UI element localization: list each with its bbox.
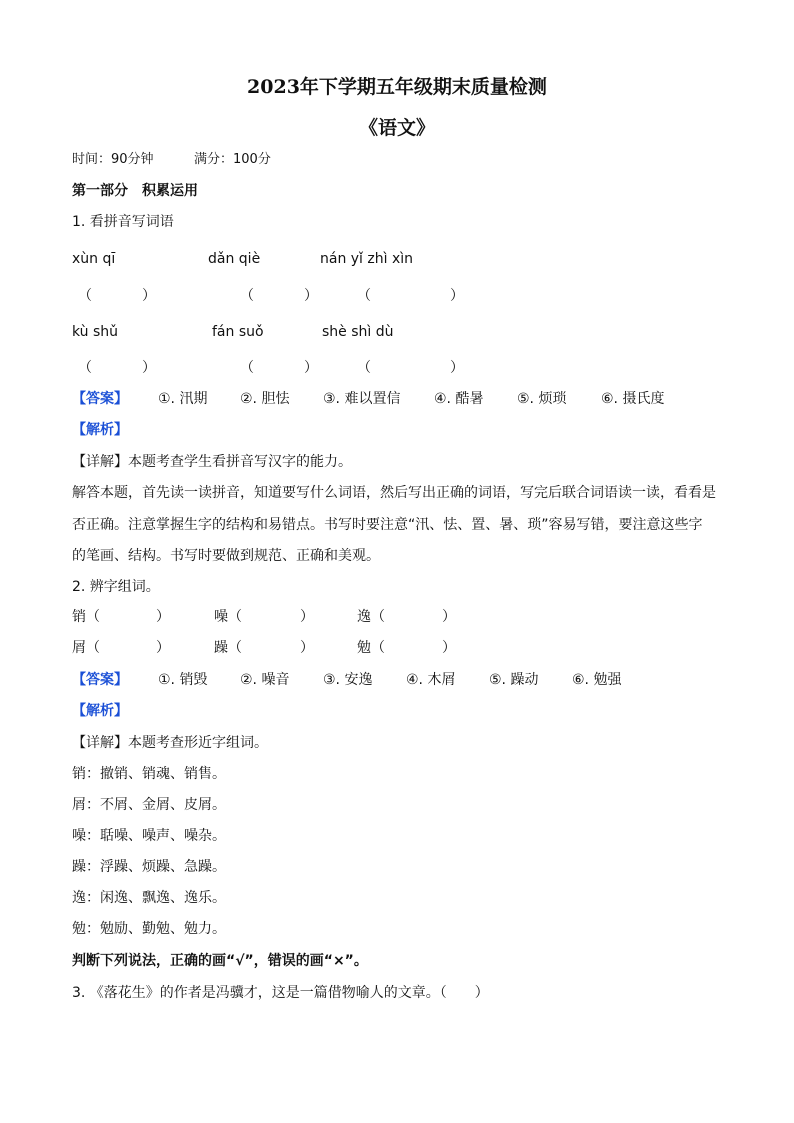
word-group: 逸：闲逸、飘逸、逸乐。 — [72, 890, 226, 906]
blank-close: ） — [142, 360, 156, 376]
word-group: 噪：聒噪、噪声、噪杂。 — [72, 828, 226, 844]
pinyin-4: kù shǔ — [72, 324, 119, 340]
answer-tag: 【答案】 — [72, 672, 128, 688]
blank-open: （ — [357, 288, 371, 304]
answer-item: ⑥. 勉强 — [572, 672, 622, 688]
answer-item: ⑤. 烦琐 — [517, 391, 567, 407]
detail-tag: 【详解】 — [72, 735, 128, 751]
blank-close: ） — [450, 288, 464, 304]
time-limit: 时间：90分钟 — [72, 152, 154, 167]
answer-item: ⑤. 躁动 — [489, 672, 539, 688]
detail-text: 本题考查形近字组词。 — [128, 735, 268, 751]
answer-item: ⑥. 摄氏度 — [601, 391, 665, 407]
blank-open: （ — [240, 288, 254, 304]
subject-title: 《语文》 — [358, 117, 435, 139]
pinyin-5: fán suǒ — [212, 324, 264, 340]
paragraph-line: 否正确。注意掌握生字的结构和易错点。书写时要注意“汛、怯、置、暑、琐”容易写错，要注意这些字 — [72, 517, 703, 533]
q1-prompt: 1. 看拼音写词语 — [72, 214, 174, 230]
blank-close: ） — [304, 288, 318, 304]
q2-prompt: 2. 辨字组词。 — [72, 579, 160, 595]
pinyin-2: dǎn qiè — [208, 251, 261, 267]
exam-title: 2023年下学期五年级期末质量检测 — [247, 76, 547, 98]
answer-tag: 【答案】 — [72, 391, 128, 407]
answer-item: ②. 胆怯 — [240, 391, 290, 407]
blank-close: ） — [156, 640, 170, 656]
blank-close: ） — [156, 609, 170, 625]
word-group: 躁：浮躁、烦躁、急躁。 — [72, 859, 226, 875]
blank-close: ） — [142, 288, 156, 304]
char-blank: 逸（ — [357, 609, 385, 625]
blank-close: ） — [304, 360, 318, 376]
answer-item: ①. 汛期 — [158, 391, 208, 407]
char-blank: 噪（ — [214, 609, 242, 625]
pinyin-3: nán yǐ zhì xìn — [320, 251, 414, 267]
answer-item: ②. 噪音 — [240, 672, 290, 688]
blank-close: ） — [442, 640, 456, 656]
blank-close: ） — [300, 609, 314, 625]
paragraph-line: 的笔画、结构。书写时要做到规范、正确和美观。 — [72, 548, 380, 564]
analysis-tag: 【解析】 — [72, 422, 128, 438]
word-group: 屑：不屑、金屑、皮屑。 — [72, 797, 226, 813]
detail-tag: 【详解】 — [72, 454, 128, 470]
blank-close: ） — [300, 640, 314, 656]
blank-open: （ — [357, 360, 371, 376]
answer-item: ③. 难以置信 — [323, 391, 401, 407]
pinyin-1: xùn qī — [72, 251, 116, 267]
paragraph-line: 解答本题，首先读一读拼音，知道要写什么词语，然后写出正确的词语，写完后联合词语读一读，看看是 — [72, 485, 716, 501]
section-heading: 判断下列说法，正确的画“√”，错误的画“×”。 — [72, 953, 368, 969]
blank-open: （ — [78, 360, 92, 376]
answer-item: ④. 酷暑 — [434, 391, 484, 407]
blank-open: （ — [78, 288, 92, 304]
detail-text: 本题考查学生看拼音写汉字的能力。 — [128, 454, 352, 470]
blank-close: ） — [450, 360, 464, 376]
answer-item: ③. 安逸 — [323, 672, 373, 688]
word-group: 销：撤销、销魂、销售。 — [72, 766, 226, 782]
char-blank: 勉（ — [357, 640, 385, 656]
blank-close: ） — [442, 609, 456, 625]
answer-item: ④. 木屑 — [406, 672, 456, 688]
detail-line — [72, 733, 268, 753]
char-blank: 屑（ — [72, 640, 100, 656]
char-blank: 销（ — [72, 609, 100, 625]
analysis-tag: 【解析】 — [72, 703, 128, 719]
pinyin-6: shè shì dù — [322, 324, 394, 340]
full-score: 满分：100分 — [194, 152, 271, 167]
detail-line — [72, 452, 352, 472]
blank-open: （ — [240, 360, 254, 376]
word-group: 勉：勉励、勤勉、勉力。 — [72, 921, 226, 937]
answer-item: ①. 销毁 — [158, 672, 208, 688]
q3-text: 3. 《落花生》的作者是冯骥才，这是一篇借物喻人的文章。（ ） — [72, 985, 489, 1001]
char-blank: 躁（ — [214, 640, 242, 656]
part-heading: 第一部分 积累运用 — [72, 183, 198, 199]
